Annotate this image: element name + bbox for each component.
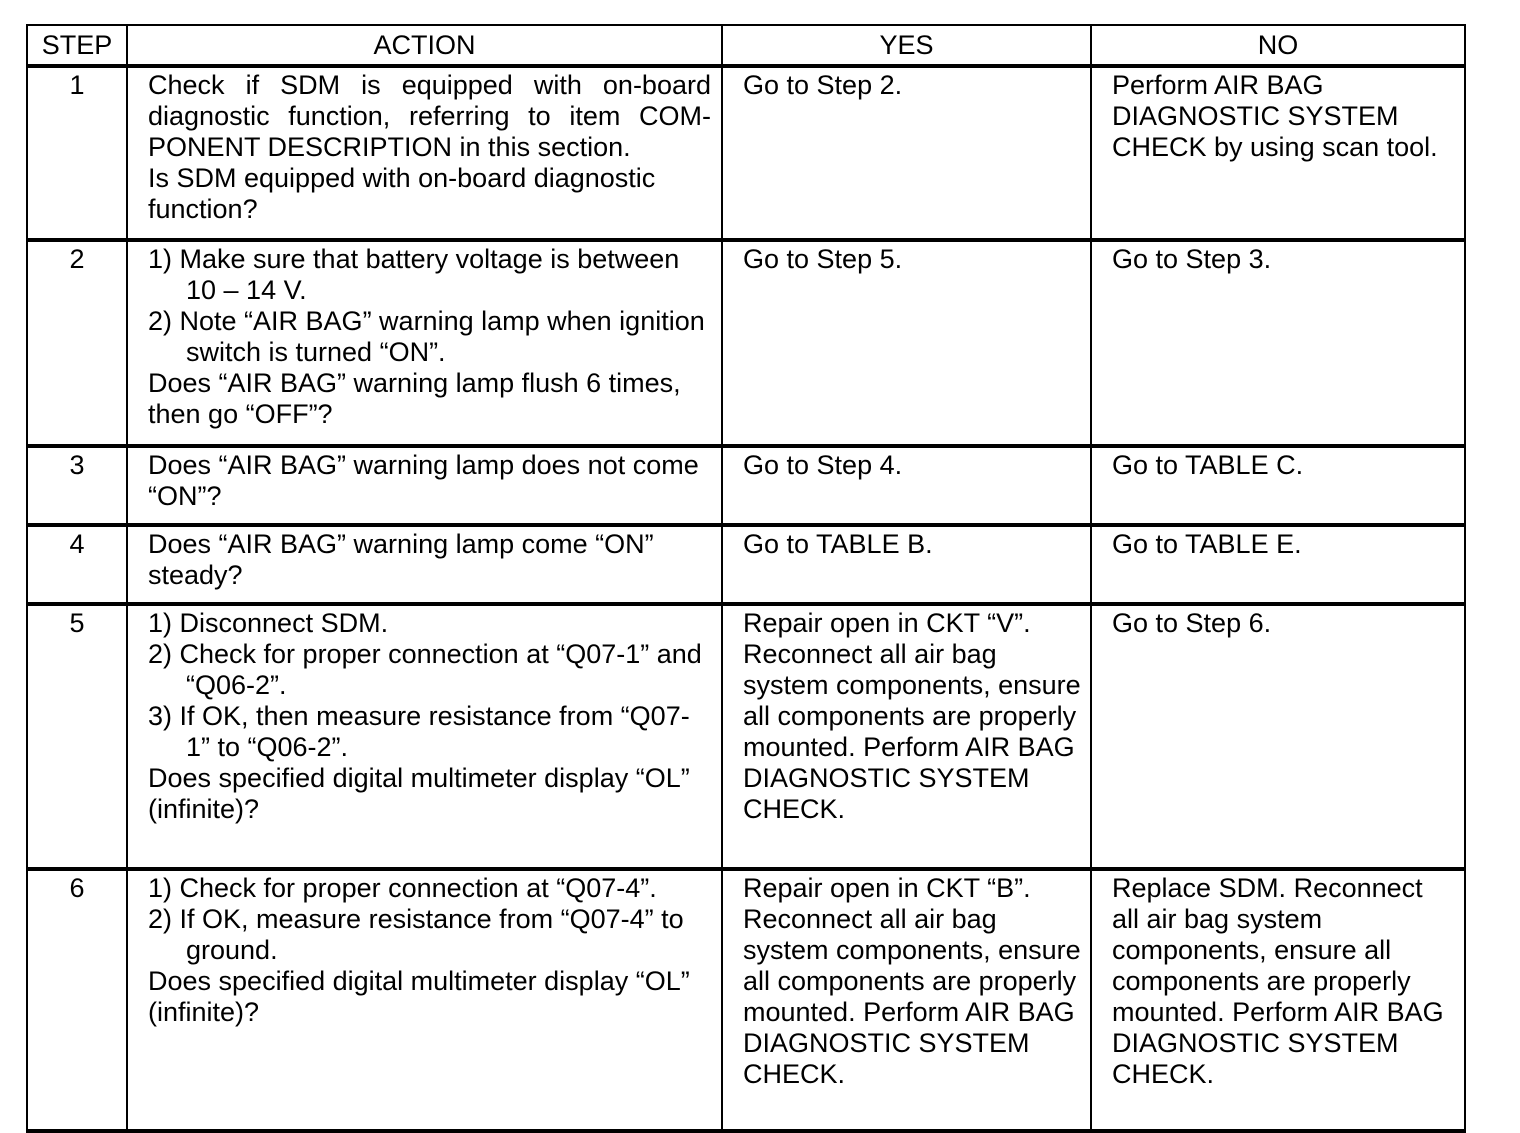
action-cell (127, 66, 722, 240)
header-yes: YES (722, 25, 1091, 66)
no-cell: Go to TABLE E. (1091, 525, 1465, 604)
table-row (27, 525, 1465, 604)
action-question: Does specified digital multimeter display “OL” (infinite)? (148, 763, 690, 824)
no-cell: Go to Step 3. (1091, 240, 1465, 446)
header-no: NO (1091, 25, 1465, 66)
header-row (27, 25, 1465, 66)
yes-cell: Go to Step 2. (722, 66, 1091, 240)
yes-cell: Go to TABLE B. (722, 525, 1091, 604)
action-text: Check if SDM is equipped with on-board diagnostic function, referring to item COM-PONENT DESCRIPTION in this section. (148, 70, 711, 162)
step-number: 5 (27, 604, 127, 869)
action-item: 2) If OK, measure resistance from “Q07-4” to ground. (148, 904, 684, 965)
header-action: ACTION (127, 25, 722, 66)
diagnostic-flow-table (26, 24, 1466, 1133)
table-row (27, 604, 1465, 869)
step-number: 1 (27, 66, 127, 240)
header-step: STEP (27, 25, 127, 66)
action-question: Does “AIR BAG” warning lamp flush 6 times, then go “OFF”? (148, 368, 681, 429)
action-cell (127, 525, 722, 604)
table-row (27, 240, 1465, 446)
action-question: Does specified digital multimeter display “OL” (infinite)? (148, 966, 690, 1027)
action-question: Does “AIR BAG” warning lamp does not come “ON”? (148, 450, 699, 511)
action-item: 2) Check for proper connection at “Q07-1” and “Q06-2”. (148, 639, 702, 700)
action-cell (127, 604, 722, 869)
action-item: 3) If OK, then measure resistance from “Q07-1” to “Q06-2”. (148, 701, 690, 762)
action-cell (127, 869, 722, 1131)
no-cell: Replace SDM. Reconnect all air bag system components, ensure all components are properly mounted. Perform AIR BAG DIAGNOSTIC SYSTEM CHECK. (1091, 869, 1465, 1131)
table-row (27, 446, 1465, 525)
action-item: 1) Check for proper connection at “Q07-4”. (148, 873, 657, 903)
action-question: Is SDM equipped with on-board diagnostic function? (148, 163, 656, 224)
no-cell: Perform AIR BAG DIAGNOSTIC SYSTEM CHECK by using scan tool. (1091, 66, 1465, 240)
action-item: 1) Make sure that battery voltage is between 10 – 14 V. (148, 244, 680, 305)
action-item: 1) Disconnect SDM. (148, 608, 389, 638)
action-item: 2) Note “AIR BAG” warning lamp when ignition switch is turned “ON”. (148, 306, 705, 367)
no-cell: Go to TABLE C. (1091, 446, 1465, 525)
step-number: 4 (27, 525, 127, 604)
action-question: Does “AIR BAG” warning lamp come “ON” steady? (148, 529, 654, 590)
step-number: 2 (27, 240, 127, 446)
step-number: 3 (27, 446, 127, 525)
table-row (27, 869, 1465, 1131)
yes-cell: Repair open in CKT “V”. Reconnect all air bag system components, ensure all components are properly mounted. Perform AIR BAG DIAGNOSTIC SYSTEM CHECK. (722, 604, 1091, 869)
yes-cell: Repair open in CKT “B”. Reconnect all air bag system components, ensure all components are properly mounted. Perform AIR BAG DIAGNOSTIC SYSTEM CHECK. (722, 869, 1091, 1131)
action-cell (127, 446, 722, 525)
yes-cell: Go to Step 5. (722, 240, 1091, 446)
action-cell (127, 240, 722, 446)
table-row (27, 66, 1465, 240)
yes-cell: Go to Step 4. (722, 446, 1091, 525)
no-cell: Go to Step 6. (1091, 604, 1465, 869)
step-number: 6 (27, 869, 127, 1131)
